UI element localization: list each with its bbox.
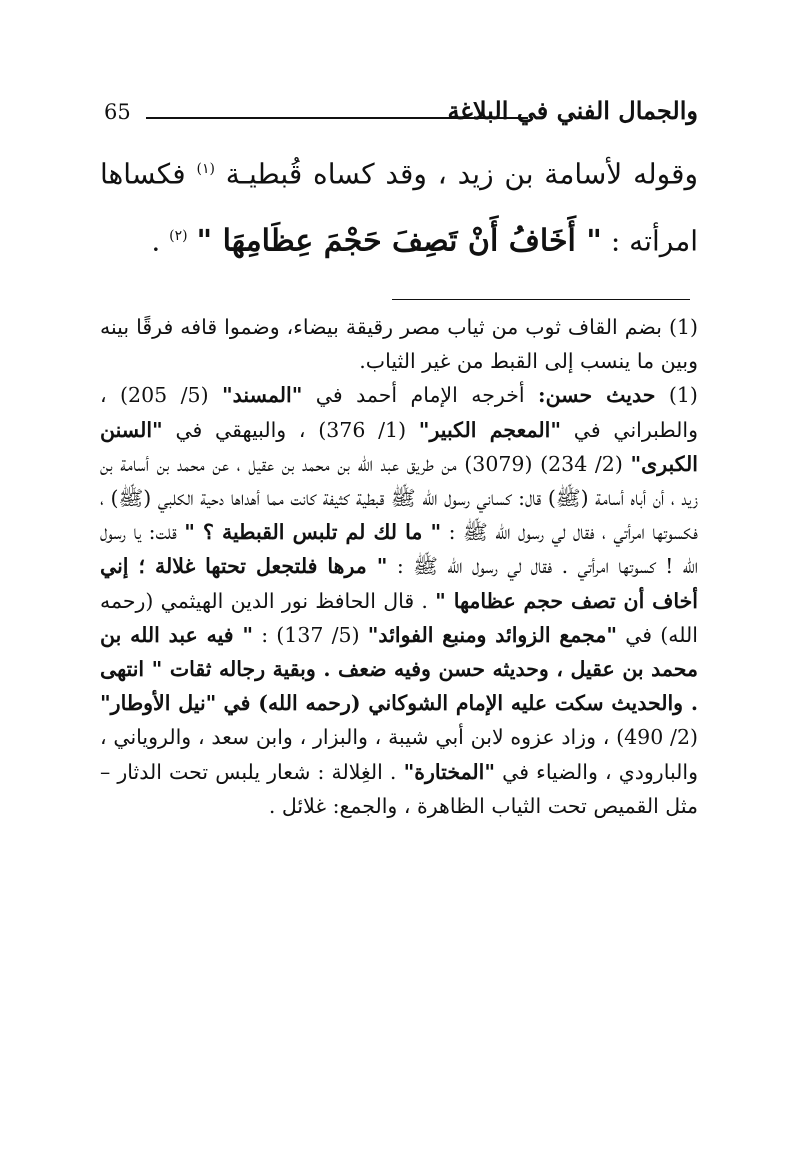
footnote-separator [392, 299, 690, 300]
running-title: والجمال الفني في البلاغة [447, 96, 698, 125]
hadith-command: " مرها فلتجعل تحتها غلالة ؛ إني أخاف أن تصف حجم عظامها " [100, 554, 699, 613]
source-majma: "مجمع الزوائد ومنبع الفوائد" [367, 622, 618, 647]
haythami-verdict: " فيه عبد الله بن محمد بن عقيل ، وحديثه حسن وفيه ضعف . وبقية رجاله ثقات " انتهى . والحديث سكت عليه الإمام الشوكاني (رحمه الله) في [100, 622, 698, 716]
footnote-2-text-5: قلت: يا رسول الله ! كسوتها امرأتي . فقال لي رسول الله ﷺ : [100, 520, 698, 579]
main-text-line-2-end: . [151, 224, 161, 258]
footnote-2-text-6: . قال الحافظ نور الدين الهيثمي (رحمه الله) في [100, 588, 698, 647]
footnote-2 [100, 378, 698, 823]
hadith-question: " ما لك لم تلبس القبطية ؟ " [184, 520, 442, 545]
footnote-2-marker: (1) [668, 383, 698, 408]
main-text [100, 138, 698, 273]
footnote-ref-2: (٢) [169, 228, 188, 245]
source-musnad: "المسند" [221, 383, 303, 408]
footnote-2-text-4: (2/ 234) (3079) من طريق عبد الله بن محمد بن عقيل ، عن محمد بن أسامة بن زيد ، أن أباه أسامة (ﷺ) قال: كساني رسول الله ﷺ قبطية كثيفة كانت مما أهداها دحية الكلبي (ﷺ) ، فكسوتها امرأتي ، فقال لي رسول الله ﷺ : [100, 451, 698, 545]
page-number: 65 [104, 100, 131, 124]
source-sunan-kubra: "السنن الكبرى" [100, 417, 698, 476]
footnote-2-text-3: (1/ 376) ، والبيهقي في [175, 417, 407, 442]
footnote-2-text-7: (5/ 137) : [261, 622, 360, 647]
hadith-quote: " أَخَافُ أَنْ تَصِفَ حَجْمَ عِظَامِهَا " [196, 223, 602, 259]
footnote-1 [100, 310, 698, 378]
source-mujam-kabir: "المعجم الكبير" [418, 417, 562, 442]
main-text-line-1-end: فكساها [100, 157, 186, 191]
main-text-line-1: وقوله لأسامة بن زيد ، وقد كساه قُبطيـة [225, 157, 698, 191]
footnote-2-text-8: (2/ 490) ، وزاد عزوه لابن أبي شيبة ، والبزار ، وابن سعد ، والروياني ، والبارودي ، والضياء في [100, 725, 698, 784]
running-header [100, 96, 698, 132]
hadith-grade: حديث حسن: [538, 383, 656, 408]
footnote-1-text: بضم القاف ثوب من ثياب مصر رقيقة بيضاء، وضموا قافه فرقًا بينه وبين ما ينسب إلى القبط من غير الثياب. [100, 315, 698, 374]
footnote-1-marker: (1) [668, 315, 698, 339]
footnote-ref-1: (١) [196, 161, 215, 177]
footnotes [100, 310, 698, 823]
footnote-2-text-2: (5/ 205) ، والطبراني في [100, 383, 699, 442]
footnote-2-text-9: . الغِلالة : شعار يلبس تحت الدثار – مثل القميص تحت الثياب الظاهرة ، والجمع: غلائل . [100, 759, 698, 818]
source-nayl-awtar: "نيل الأوطار" [100, 691, 217, 716]
main-paragraph [100, 138, 698, 273]
main-text-line-2-start: امرأته : [610, 224, 698, 258]
footnote-2-text-1: أخرجه الإمام أحمد في [315, 383, 525, 408]
source-mukhtara: "المختارة" [403, 759, 496, 784]
